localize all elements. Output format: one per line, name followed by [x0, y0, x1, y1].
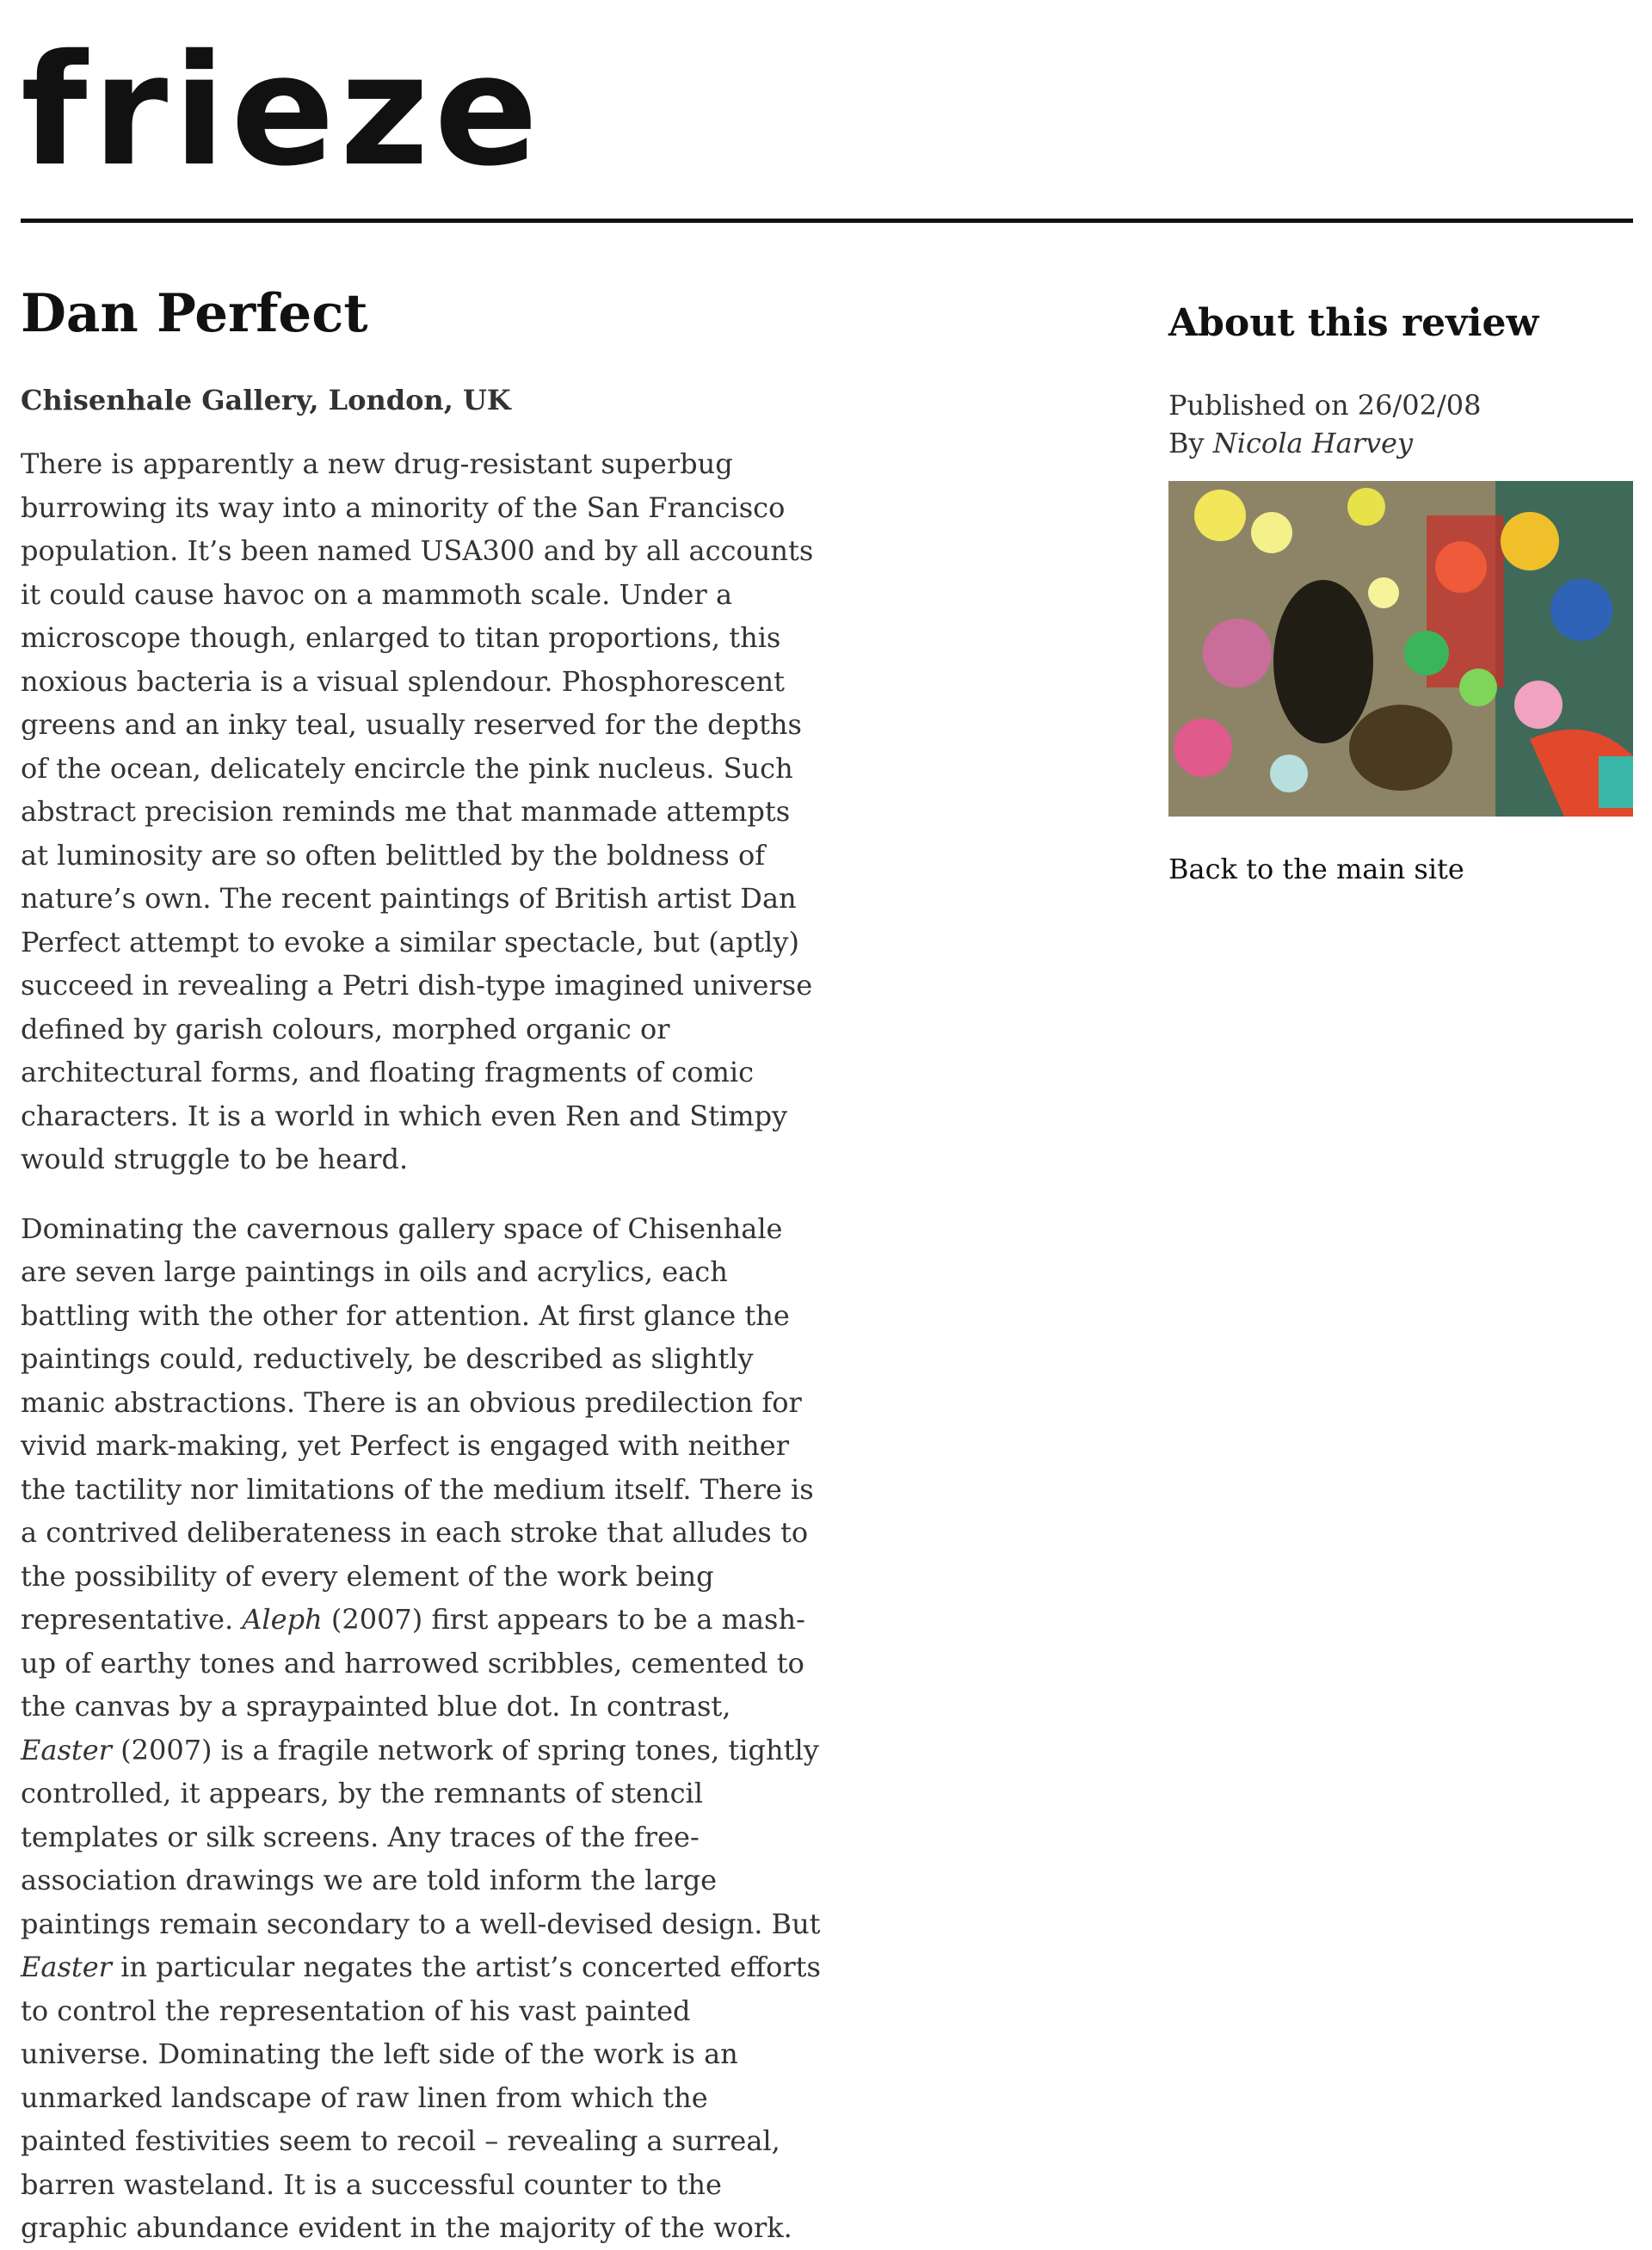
- article: [21, 284, 821, 2250]
- artwork-title: Aleph: [242, 1603, 323, 1637]
- paragraph-text: Dominating the cavernous gallery space of Chisenhale are seven large paintings in oils and acrylics, each battling with the other for attention. At first glance the paintings could, reductively, be described as slightly manic abstractions. There is an obvious predilection for vivid mark-making, yet Perfect is engaged with neither the tactility nor limitations of the medium itself. There is a contrived deliberateness in each stroke that alludes to the possibility of every element of the work being representative.: [21, 1211, 814, 1637]
- article-paragraph-2: [21, 1207, 821, 2250]
- published-prefix: Published on: [1168, 388, 1349, 422]
- by-prefix: By: [1168, 426, 1205, 459]
- artwork-title: Easter: [21, 1951, 112, 1984]
- paragraph-text: (2007) first appears to be a mash-up of earthy tones and harrowed scribbles, cemented to the canvas by a spraypainted blue dot. In contrast,: [21, 1603, 805, 1723]
- paragraph-text: (2007) is a fragile network of spring tones, tightly controlled, it appears, by the remnants of stencil templates or silk screens. Any traces of the free-association drawings we are told inform the large paintings remain secondary to a well-devised design. But: [21, 1733, 821, 1940]
- author-line: [1168, 424, 1633, 462]
- frieze-logo[interactable]: frieze: [21, 22, 544, 200]
- article-venue: Chisenhale Gallery, London, UK: [21, 384, 511, 417]
- header-divider: [21, 219, 1633, 223]
- sidebar-heading: About this review: [1168, 301, 1539, 345]
- article-title: Dan Perfect: [21, 283, 368, 344]
- published-date: 26/02/08: [1357, 388, 1482, 422]
- article-paragraph-1: [21, 442, 821, 1181]
- painting-image: [1168, 481, 1633, 817]
- review-meta: [1168, 386, 1633, 462]
- paragraph-text: in particular negates the artist’s concerted efforts to control the representation of his vast painted universe. Dominating the left side of the work is an unmarked landscape of raw linen from which the painted festivities seem to recoil – revealing a surreal, barren wasteland. It is a successful counter to the graphic abundance evident in the majority of the work.: [21, 1951, 821, 2245]
- back-to-main-site-link[interactable]: Back to the main site: [1168, 852, 1464, 885]
- artwork-title: Easter: [21, 1733, 112, 1766]
- published-line: [1168, 386, 1633, 424]
- review-sidebar: [1168, 301, 1633, 885]
- paragraph-text: There is apparently a new drug-resistant superbug burrowing its way into a minority of the San Francisco population. It’s been named USA300 and by all accounts it could cause havoc on a mammoth scale. Under a microscope though, enlarged to titan proportions, this noxious bacteria is a visual splendour. Phosphorescent greens and an inky teal, usually reserved for the depths of the ocean, delicately encircle the pink nucleus. Such abstract precision reminds me that manmade attempts at luminosity are so often belittled by the boldness of nature’s own. The recent paintings of British artist Dan Perfect attempt to evoke a similar spectacle, but (aptly) succeed in revealing a Petri dish-type imagined universe defined by garish colours, morphed organic or architectural forms, and floating fragments of comic characters. It is a world in which even Ren and Stimpy would struggle to be heard.: [21, 447, 814, 1176]
- author-name: Nicola Harvey: [1212, 426, 1414, 459]
